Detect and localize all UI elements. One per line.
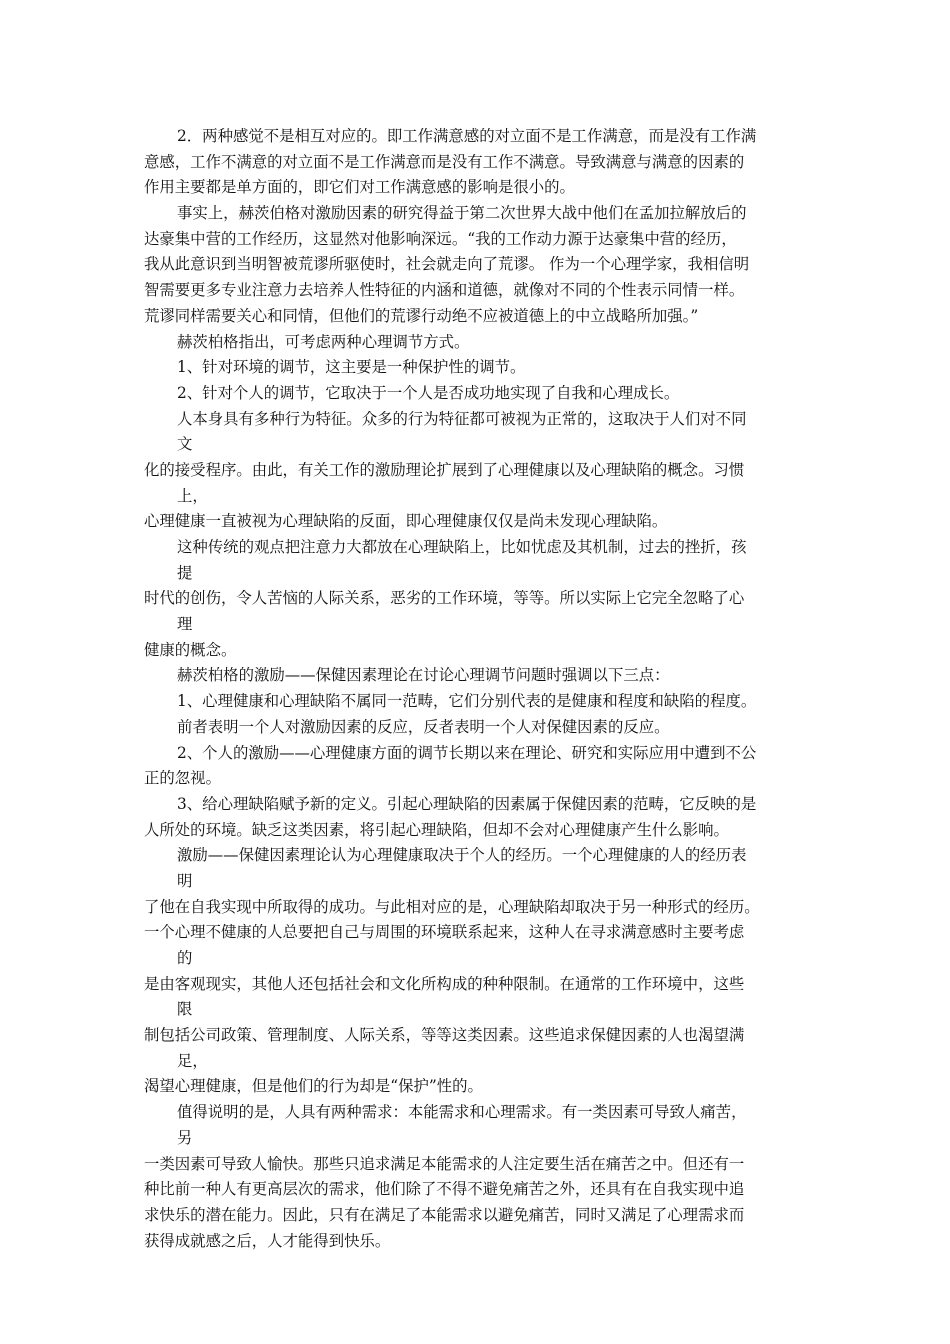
text-line: 作用主要都是单方面的，即它们对工作满意感的影响是很小的。: [144, 178, 575, 197]
text-line: 前者表明一个人对激励因素的反应，反者表明一个人对保健因素的反应。: [177, 717, 670, 736]
text-line: 1、心理健康和心理缺陷不属同一范畴，它们分别代表的是健康和程度和缺陷的程度。: [177, 692, 757, 711]
text-line: 限: [177, 1000, 193, 1019]
text-line: 激励——保健因素理论认为心理健康取决于个人的经历。一个心理健康的人的经历表: [177, 846, 747, 865]
text-line: 是由客观现实，其他人还包括社会和文化所构成的种种限制。在通常的工作环境中，这些: [144, 974, 745, 993]
text-line: 了他在自我实现中所取得的成功。与此相对应的是，心理缺陷却取决于另一种形式的经历。: [144, 897, 760, 916]
text-line: 一类因素可导致人愉快。那些只追求满足本能需求的人注定要生活在痛苦之中。但还有一: [144, 1154, 745, 1173]
text-line: 足，: [177, 1051, 208, 1070]
text-line: 人本身具有多种行为特征。众多的行为特征都可被视为正常的，这取决于人们对不同: [177, 409, 747, 428]
text-line: 理: [177, 615, 193, 634]
text-line: 2、个人的激励——心理健康方面的调节长期以来在理论、研究和实际应用中遭到不公: [177, 743, 757, 762]
text-line: 荒谬同样需要关心和同情，但他们的荒谬行动绝不应被道德上的中立战略所加强。”: [144, 306, 699, 325]
text-line: 这种传统的观点把注意力大都放在心理缺陷上，比如忧虑及其机制，过去的挫折，孩: [177, 538, 747, 556]
text-line: 正的忽视。: [144, 769, 221, 788]
text-line: 2．两种感觉不是相互对应的。即工作满意感的对立面不是工作满意，而是没有工作满: [177, 127, 757, 145]
text-line: 事实上，赫茨伯格对激励因素的研究得益于第二次世界大战中他们在孟加拉解放后的: [177, 204, 747, 223]
text-line: 渴望心理健康，但是他们的行为却是“保护”性的。: [144, 1077, 483, 1096]
text-line: 1、针对环境的调节，这主要是一种保护性的调节。: [177, 358, 526, 377]
text-line: 人所处的环境。缺乏这类因素，将引起心理缺陷，但却不会对心理健康产生什么影响。: [144, 820, 729, 839]
text-line: 心理健康一直被视为心理缺陷的反面，即心理健康仅仅是尚未发现心理缺陷。: [144, 512, 668, 531]
text-line: 赫茨柏格指出，可考虑两种心理调节方式。: [177, 332, 470, 351]
text-line: 智需要更多专业注意力去培养人性特征的内涵和道德，就像对不同的个性表示同情一样。: [144, 281, 745, 300]
text-line: 赫茨柏格的激励——保健因素理论在讨论心理调节问题时强调以下三点：: [177, 666, 670, 685]
text-line: 一个心理不健康的人总要把自己与周围的环境联系起来，这种人在寻求满意感时主要考虑: [144, 923, 745, 942]
text-line: 值得说明的是，人具有两种需求：本能需求和心理需求。有一类因素可导致人痛苦，: [177, 1103, 747, 1122]
text-line: 另: [177, 1128, 193, 1147]
text-line: 时代的创伤，令人苦恼的人际关系，恶劣的工作环境，等等。所以实际上它完全忽略了心: [144, 589, 745, 608]
text-line: 达豪集中营的工作经历，这显然对他影响深远。“我的工作动力源于达豪集中营的经历，: [144, 229, 737, 248]
text-line: 文: [177, 435, 193, 454]
text-line: 的: [177, 949, 193, 967]
text-line: 3、给心理缺陷赋予新的定义。引起心理缺陷的因素属于保健因素的范畴，它反映的是: [177, 794, 757, 813]
text-line: 健康的概念。: [144, 640, 237, 659]
text-line: 明: [177, 871, 193, 890]
text-line: 求快乐的潜在能力。因此，只有在满足了本能需求以避免痛苦，同时又满足了心理需求而: [144, 1205, 745, 1224]
text-line: 意感，工作不满意的对立面不是工作满意而是没有工作不满意。导致满意与满意的因素的: [144, 152, 745, 171]
text-line: 上，: [177, 486, 208, 505]
text-line: 获得成就感之后，人才能得到快乐。: [144, 1231, 391, 1250]
text-line: 2、针对个人的调节，它取决于一个人是否成功地实现了自我和心理成长。: [177, 383, 680, 402]
text-line: 提: [177, 563, 193, 582]
text-line: 制包括公司政策、管理制度、人际关系，等等这类因素。这些追求保健因素的人也渴望满: [144, 1026, 745, 1045]
text-line: 化的接受程序。由此，有关工作的激励理论扩展到了心理健康以及心理缺陷的概念。习惯: [144, 460, 745, 479]
document-body: [144, 124, 804, 1254]
text-line: 我从此意识到当明智被荒谬所驱使时，社会就走向了荒谬。 作为一个心理学家，我相信明: [144, 255, 750, 274]
text-line: 种比前一种人有更高层次的需求，他们除了不得不避免痛苦之外，还具有在自我实现中追: [144, 1180, 745, 1199]
